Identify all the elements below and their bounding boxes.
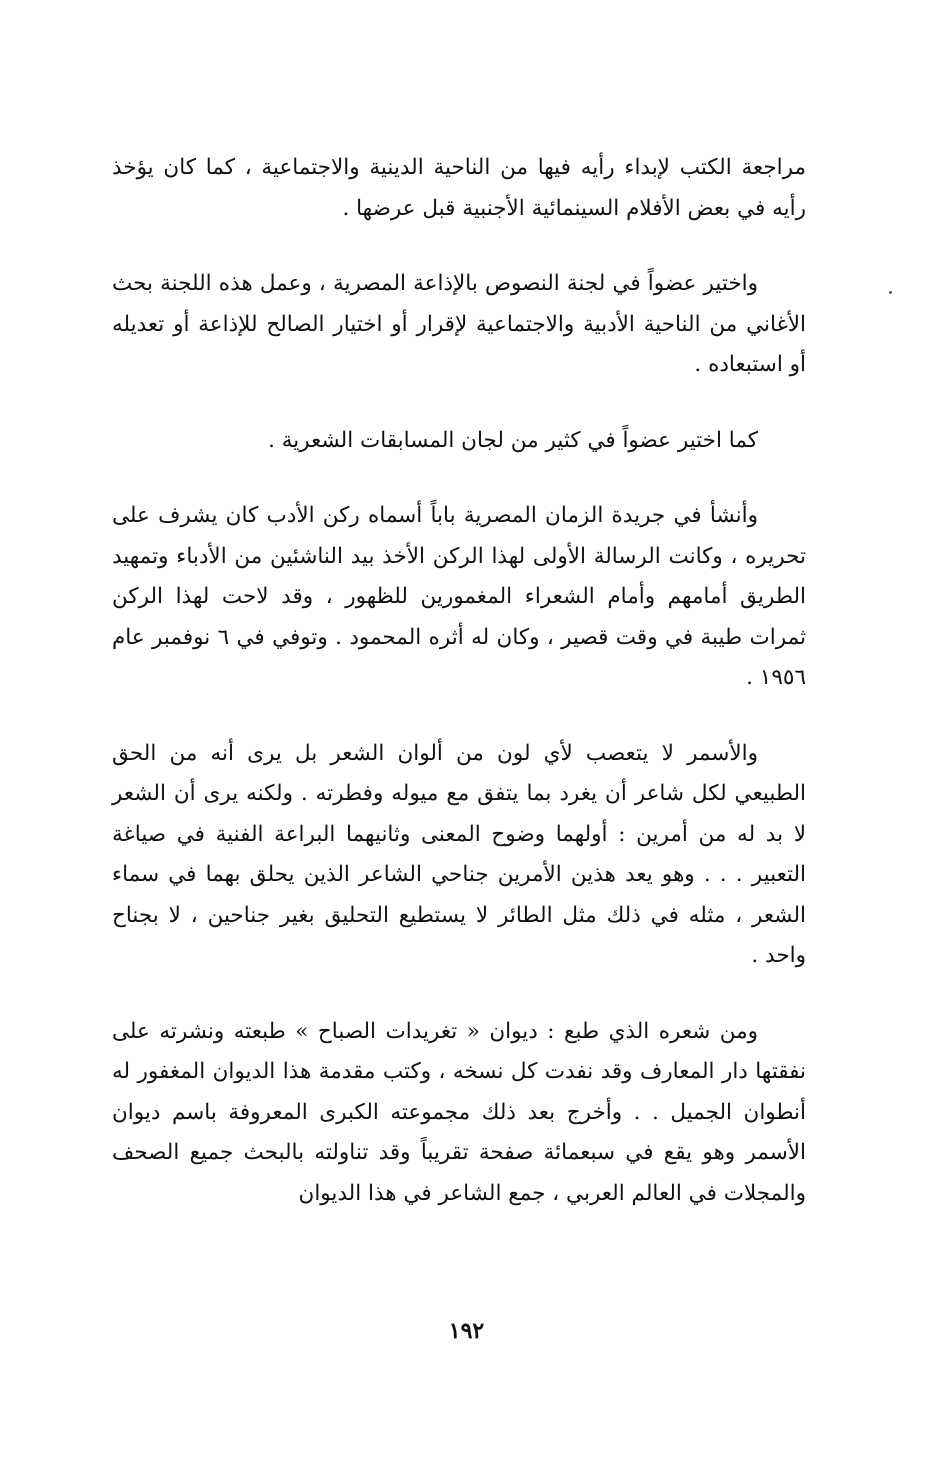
paragraph-poetry-views: والأسمر لا يتعصب لأي لون من ألوان الشعر بل يرى أنه من الحق الطبيعي لكل شاعر أن يغرد بما يتفق مع ميوله وفطرته . ولكنه يرى أن الشعر لا بد له من أمرين : أولهما وضوح المعنى وثانيهما البراعة الفنية في صياغة التعبير . . . وهو يعد هذين الأمرين جناحي الشاعر الذين يحلق بهما في سماء الشعر ، مثله في ذلك مثل الطائر لا يستطيع التحليق بغير جناحين ، لا بجناح واحد . [112, 740, 806, 968]
paragraph-newspaper-section: وأنشأ في جريدة الزمان المصرية باباً أسماه ركن الأدب كان يشرف على تحريره ، وكانت الرسالة الأولى لهذا الركن الأخذ بيد الناشئين من الأدباء وتمهيد الطريق أمامهم وأمام الشعراء المغمورين للظهور ، وقد لاحت لهذا الركن ثمرات طيبة في وقت قصير ، وكان له أثره المحمود . وتوفي في ٦ نوفمبر عام ١٩٥٦ . [112, 503, 806, 690]
page-number: ١٩٢ [448, 1318, 485, 1344]
paragraph-published-works: ومن شعره الذي طبع : ديوان « تغريدات الصباح » طبعته ونشرته على نفقتها دار المعارف وقد نفدت كل نسخه ، وكتب مقدمة هذا الديوان المغفور له أنطوان الجميل . . وأخرج بعد ذلك مجموعته الكبرى المعروفة باسم ديوان الأسمر وهو يقع في سبعمائة صفحة تقريباً وقد تناولته بالبحث جميع الصحف والمجلات في العالم العربي ، جمع الشاعر في هذا الديوان [112, 1018, 806, 1206]
paragraph-review-books: مراجعة الكتب لإبداء رأيه فيها من الناحية الدينية والاجتماعية ، كما كان يؤخذ رأيه في بعض الأفلام السينمائية الأجنبية قبل عرضها . [112, 155, 806, 221]
paragraph-competitions: كما اختير عضواً في كثير من لجان المسابقات الشعرية . [268, 427, 758, 453]
paragraph-radio-committee: واختير عضواً في لجنة النصوص بالإذاعة المصرية ، وعمل هذه اللجنة بحث الأغاني من الناحية الأدبية والاجتماعية لإقرار أو اختيار الصالح للإذاعة أو تعديله أو استبعاده . [112, 271, 806, 377]
body-text [112, 148, 806, 1214]
scan-speck [889, 291, 892, 294]
